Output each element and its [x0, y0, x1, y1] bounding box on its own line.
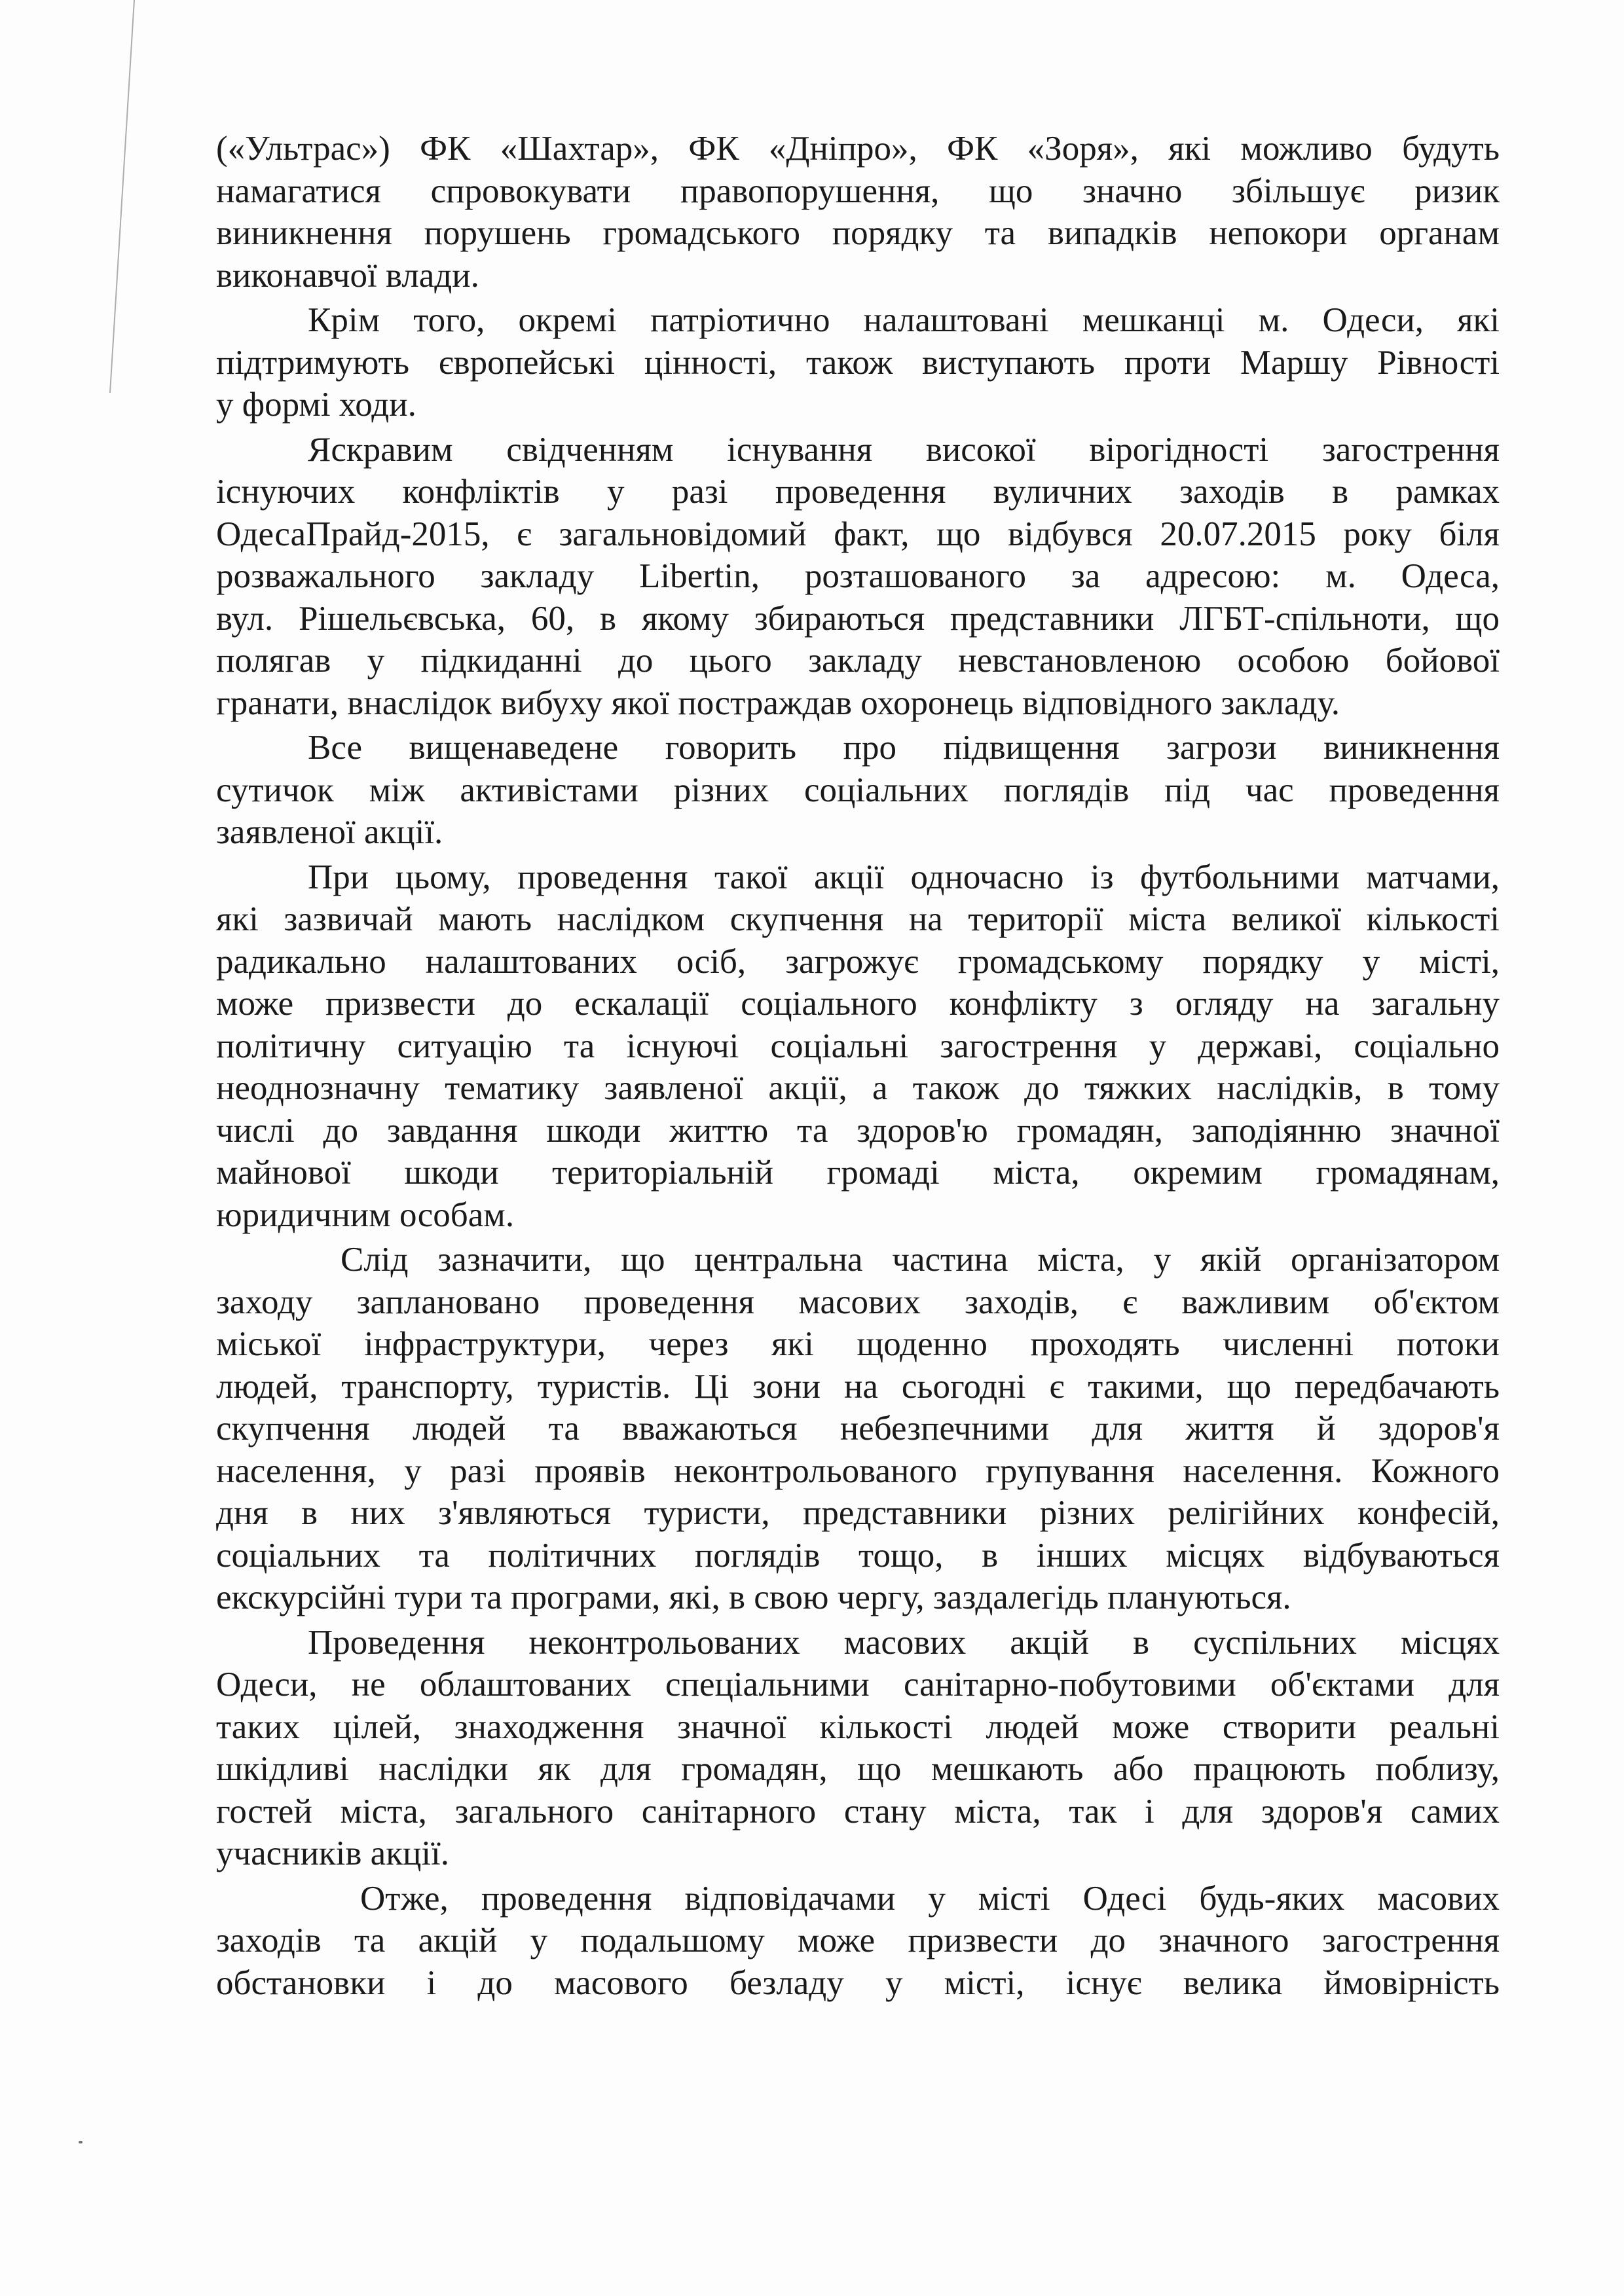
text-line: людей, транспорту, туристів. Ці зони на сьогодні є такими, що передбачають [216, 1367, 1500, 1406]
scan-edge-shadow [72, 0, 138, 393]
text-line: соціальних та політичних поглядів тощо, в інших місцях відбуваються [216, 1536, 1500, 1575]
text-line: виконавчої влади. [216, 256, 479, 295]
text-line: Крім того, окремі патріотично налаштовані мешканці м. Одеси, які [308, 301, 1500, 339]
text-line: може призвести до ескалації соціального конфлікту з огляду на загальну [216, 985, 1500, 1023]
text-line: Слід зазначити, що центральна частина міста, у якій організатором [341, 1241, 1500, 1279]
text-line: таких цілей, знаходження значної кількості людей може створити реальні [216, 1707, 1500, 1746]
text-line: («Ультрас») ФК «Шахтар», ФК «Дніпро», ФК «Зоря», які можливо будуть [216, 130, 1500, 168]
paragraph [216, 1878, 1500, 2005]
text-line: заходів та акцій у подальшому може призвести до значного загострення [216, 1922, 1500, 1959]
text-line: скупчення людей та вважаються небезпечними для життя й здоров'я [216, 1410, 1500, 1448]
paragraph [216, 299, 1500, 426]
text-line: виникнення порушень громадського порядку та випадків непокори органам [216, 214, 1500, 252]
text-line: які зазвичай мають наслідком скупчення на території міста великої кількості [216, 900, 1500, 938]
text-line: обстановки і до масового безладу у місті, існує велика ймовірність [216, 1963, 1500, 2002]
text-line: Отже, проведення відповідачами у місті Одесі будь-яких масових [360, 1879, 1500, 1918]
text-line: Все вищенаведене говорить про підвищення загрози виникнення [308, 729, 1500, 767]
text-line: Проведення неконтрольованих масових акцій в суспільних місцях [308, 1623, 1500, 1662]
text-line: заявленої акції. [216, 813, 443, 851]
text-line: вул. Рішельєвська, 60, в якому збираються представники ЛГБТ-спільноти, що [216, 599, 1500, 638]
scan-speck [79, 2141, 83, 2143]
paragraph [216, 727, 1500, 854]
text-line: сутичок між активістами різних соціальних поглядів під час проведення [216, 771, 1500, 809]
text-line: розважального закладу Libertin, розташованого за адресою: м. Одеса, [216, 557, 1500, 595]
text-line: політичну ситуацію та існуючі соціальні загострення у державі, соціально [216, 1027, 1500, 1065]
text-line: ОдесаПрайд-2015, є загальновідомий факт, що відбувся 20.07.2015 року біля [216, 515, 1500, 553]
text-line: Одеси, не облаштованих спеціальними санітарно-побутовими об'єктами для [216, 1666, 1500, 1704]
text-line: заходу заплановано проведення масових заходів, є важливим об'єктом [216, 1283, 1500, 1321]
paragraph [216, 429, 1500, 725]
text-line: населення, у разі проявів неконтрольованого групування населення. Кожного [216, 1451, 1500, 1490]
text-line: Яскравим свідченням існування високої вірогідності загострення [308, 430, 1500, 469]
text-line: дня в них з'являються туристи, представники різних релігійних конфесій, [216, 1494, 1500, 1532]
text-line: майнової шкоди територіальній громаді міста, окремим громадянам, [216, 1154, 1500, 1192]
text-line: шкідливі наслідки як для громадян, що мешкають або працюють поблизу, [216, 1750, 1500, 1788]
text-line: неоднозначну тематику заявленої акції, а також до тяжких наслідків, в тому [216, 1069, 1500, 1107]
paragraph [216, 1239, 1500, 1619]
text-line: у формі ходи. [216, 386, 416, 424]
text-line: гостей міста, загального санітарного стану міста, так і для здоров'я самих [216, 1792, 1500, 1831]
text-line: радикально налаштованих осіб, загрожує громадському порядку у місті, [216, 942, 1500, 981]
text-line: підтримують європейські цінності, також виступають проти Маршу Рівності [216, 343, 1500, 382]
text-line: міської інфраструктури, через які щоденно проходять численні потоки [216, 1325, 1500, 1363]
text-line: учасників акції. [216, 1834, 450, 1872]
paragraph [216, 856, 1500, 1237]
document-body [216, 128, 1500, 2004]
paragraph [216, 128, 1500, 297]
paragraph [216, 1622, 1500, 1875]
text-line: полягав у підкиданні до цього закладу невстановленою особою бойової [216, 642, 1500, 680]
text-line: числі до завдання шкоди життю та здоров'ю громадян, заподіянню значної [216, 1111, 1500, 1150]
text-line: При цьому, проведення такої акції одночасно із футбольними матчами, [308, 858, 1500, 896]
text-line: гранати, внаслідок вибуху якої постраждав охоронець відповідного закладу. [216, 683, 1340, 722]
text-line: існуючих конфліктів у разі проведення вуличних заходів в рамках [216, 473, 1500, 511]
text-line: юридичним особам. [216, 1195, 515, 1234]
text-line: намагатися спровокувати правопорушення, що значно збільшує ризик [216, 172, 1500, 210]
text-line: екскурсійні тури та програми, які, в свою чергу, заздалегідь плануються. [216, 1578, 1291, 1616]
